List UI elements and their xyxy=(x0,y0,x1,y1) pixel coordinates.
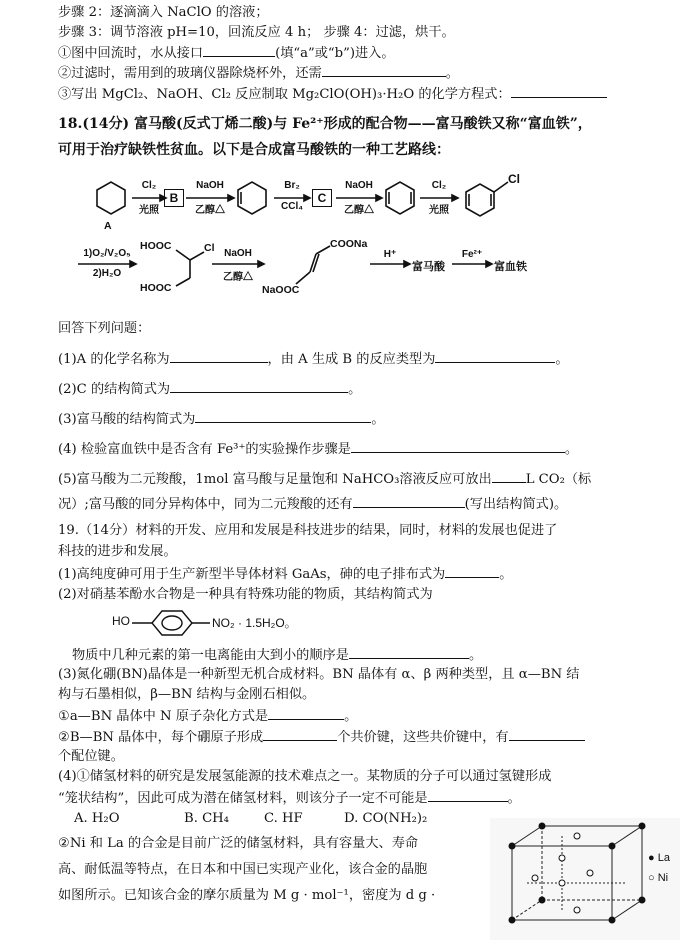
question-text: L CO₂（标 xyxy=(525,472,592,487)
cyclohexane-ring xyxy=(97,182,125,214)
question-text: 。 xyxy=(499,567,513,582)
cyclohexadiene-ring xyxy=(386,182,414,214)
q19-part3: (3)氮化硼(BN)晶体是一种新型无机合成材料。BN 晶体有 α、β 两种类型，且 α—BN 结 xyxy=(58,667,580,682)
question-text: ③写出 MgCl₂、NaOH、Cl₂ 反应制取 Mg₂ClO(OH)₃·H₂O 的化学方程式： xyxy=(58,87,511,102)
answer-blank[interactable] xyxy=(445,565,499,578)
step2-line: 步骤 2：逐滴滴入 NaClO 的溶液； xyxy=(58,5,269,20)
question-text: 。 xyxy=(507,791,521,806)
condition-label: CCl₄ xyxy=(281,201,303,212)
question-text: (写出结构简式)。 xyxy=(464,497,568,512)
compound-a-label: A xyxy=(104,220,112,232)
question-text: 物质中几种元素的第一电离能由大到小的顺序是 xyxy=(72,648,349,663)
cyclohexene-ring xyxy=(238,182,266,214)
answer-blank[interactable] xyxy=(351,440,565,453)
q19-part3-cont: 构与石墨相似，β—BN 结构与金刚石相似。 xyxy=(58,687,316,702)
answer-blank[interactable] xyxy=(353,495,465,508)
answer-prompt: 回答下列问题： xyxy=(58,321,151,336)
fumaric-acid-label: 富马酸 xyxy=(412,261,445,273)
question-text: 。 xyxy=(445,66,459,81)
condition-label: 2)H₂O xyxy=(92,268,122,279)
answer-blank[interactable] xyxy=(349,646,469,659)
question-text: (3)富马酸的结构简式为 xyxy=(58,412,196,427)
chlorine-label: Cl xyxy=(508,172,520,186)
question-text: 。 xyxy=(344,709,358,724)
answer-blank[interactable] xyxy=(263,728,337,741)
q18-part4 xyxy=(58,440,578,458)
compound-c-box: C xyxy=(312,189,332,207)
compound-b-box: B xyxy=(164,189,184,207)
q18-heading: 18.(14分) 富马酸(反式丁烯二酸)与 Fe²⁺形成的配合物——富马酸铁又称“富血铁”， xyxy=(58,116,592,132)
q18-heading-2: 可用于治疗缺铁性贫血。以下是合成富马酸铁的一种工艺路线： xyxy=(58,142,450,158)
question-text: ①a—BN 晶体中 N 原子杂化方式是 xyxy=(58,709,269,724)
answer-blank[interactable] xyxy=(435,350,555,363)
hooc-label: HOOC xyxy=(140,282,172,294)
nitrophenol-structure xyxy=(112,606,412,640)
answer-blank[interactable] xyxy=(511,85,607,98)
q19-part4-2-cont2: 如图所示。已知该合金的摩尔质量为 M g · mol⁻¹，密度为 d g · xyxy=(58,888,436,903)
question-text: (1)高纯度砷可用于生产新型半导体材料 GaAs，砷的电子排布式为 xyxy=(58,567,446,582)
step3-line: 步骤 3：调节溶液 pH=10，回流反应 4 h； 步骤 4：过滤，烘干。 xyxy=(58,25,455,40)
q18-part3 xyxy=(58,410,385,428)
question-text: 。 xyxy=(371,412,385,427)
question-3-1 xyxy=(58,44,395,62)
crystal-cell-figure xyxy=(490,818,680,940)
question-text: (5)富马酸为二元羧酸，1mol 富马酸与足量饱和 NaHCO₃溶液反应可放出 xyxy=(58,472,492,487)
q19-part2-cont xyxy=(72,646,482,664)
question-text: 。 xyxy=(348,382,362,397)
question-3-3 xyxy=(58,85,607,103)
q18-part1 xyxy=(58,350,569,368)
reagent-label: Cl₂ xyxy=(141,180,157,191)
reagent-label: Cl₂ xyxy=(431,180,447,191)
q18-part2 xyxy=(58,380,361,398)
question-3-2 xyxy=(58,64,459,82)
reaction-scheme xyxy=(0,168,691,308)
question-text: ，由 A 生成 B 的反应类型为 xyxy=(267,352,436,367)
answer-blank[interactable] xyxy=(322,64,446,77)
condition-label: 光照 xyxy=(139,205,159,216)
ferrous-fumarate-label: 富血铁 xyxy=(494,261,527,273)
reagent-label: H⁺ xyxy=(383,249,397,260)
condition-label: 乙醇△ xyxy=(195,205,225,216)
question-text: “笼状结构”，因此可成为潜在储氢材料，则该分子一定不可能是 xyxy=(58,791,428,806)
reagent-label: NaOH xyxy=(345,180,373,191)
option-d[interactable]: D. CO(NH₂)₂ xyxy=(344,811,428,826)
benzene-ring xyxy=(152,611,192,635)
reagent-label: Fe²⁺ xyxy=(461,249,483,260)
q19-part3-1 xyxy=(58,707,357,725)
hooc-label: HOOC xyxy=(140,240,172,252)
answer-blank[interactable] xyxy=(268,707,344,720)
question-text: 个共价键，这些共价键中，有 xyxy=(337,730,509,745)
q19-part4-2-cont: 高、耐低温等特点，在日本和中国已实现产业化，该合金的晶胞 xyxy=(58,862,428,877)
nickel-legend: ○ Ni xyxy=(648,872,669,884)
answer-blank[interactable] xyxy=(428,789,508,802)
question-text: 。 xyxy=(564,442,579,457)
q18-part5 xyxy=(58,470,591,488)
option-a[interactable]: A. H₂O xyxy=(74,811,120,826)
reagent-label: NaOH xyxy=(196,180,224,191)
answer-blank[interactable] xyxy=(170,380,348,393)
question-text: (4) 检验富血铁中是否含有 Fe³⁺的实验操作步骤是 xyxy=(58,442,351,457)
question-text: 。 xyxy=(468,648,483,663)
option-b[interactable]: B. CH₄ xyxy=(184,811,229,826)
chlorine-label: Cl xyxy=(204,242,215,254)
option-c[interactable]: C. HF xyxy=(264,811,303,826)
answer-blank[interactable] xyxy=(170,350,268,363)
hydroxyl-label: HO xyxy=(112,614,130,628)
q19-part3-2-cont: 个配位键。 xyxy=(58,749,124,764)
answer-blank[interactable] xyxy=(509,728,585,741)
answer-blank[interactable] xyxy=(203,44,275,57)
q19-part4: (4)①储氢材料的研究是发展氢能源的技术难点之一。某物质的分子可以通过氢键形成 xyxy=(58,769,552,784)
question-text: 况）;富马酸的同分异构体中，同为二元羧酸的还有 xyxy=(58,497,353,512)
lanthanum-legend: ● La xyxy=(648,852,670,864)
q19-part4-2: ②Ni 和 La 的合金是目前广泛的储氢材料，具有容量大、寿命 xyxy=(58,836,419,851)
condition-label: 乙醇△ xyxy=(344,205,374,216)
answer-blank[interactable] xyxy=(195,410,371,423)
question-text: (2)C 的结构简式为 xyxy=(58,382,171,397)
answer-blank[interactable] xyxy=(492,470,526,483)
question-text: (填“a”或“b”)进入。 xyxy=(275,46,395,61)
reagent-label: NaOH xyxy=(224,248,252,259)
nitro-hydrate-label: NO₂ · 1.5H₂O。 xyxy=(212,616,297,630)
q18-part5-cont xyxy=(58,495,567,513)
q19-heading: 19.（14分）材料的开发、应用和发展是科技进步的结果，同时，材料的发展也促进了 xyxy=(58,523,558,538)
coona-label: COONa xyxy=(330,238,368,250)
reagent-label: 1)O₂/V₂O₅ xyxy=(83,248,131,259)
naooc-label: NaOOC xyxy=(262,284,300,296)
condition-label: 光照 xyxy=(429,205,449,216)
condition-label: 乙醇△ xyxy=(223,272,253,283)
reagent-label: Br₂ xyxy=(284,180,300,191)
q19-part2: (2)对硝基苯酚水合物是一种具有特殊功能的物质，其结构简式为 xyxy=(58,587,433,602)
question-text: ②过滤时，需用到的玻璃仪器除烧杯外，还需 xyxy=(58,66,322,81)
question-text: ①图中回流时，水从接口 xyxy=(58,46,204,61)
question-text: 。 xyxy=(555,352,569,367)
question-text: ②B—BN 晶体中，每个硼原子形成 xyxy=(58,730,264,745)
question-text: (1)A 的化学名称为 xyxy=(58,352,170,367)
q19-part3-2 xyxy=(58,728,585,746)
q19-part4-cont xyxy=(58,789,521,807)
q19-part1 xyxy=(58,565,512,583)
chloro-diene-ring xyxy=(466,184,494,216)
q19-heading-2: 科技的进步和发展。 xyxy=(58,544,177,559)
